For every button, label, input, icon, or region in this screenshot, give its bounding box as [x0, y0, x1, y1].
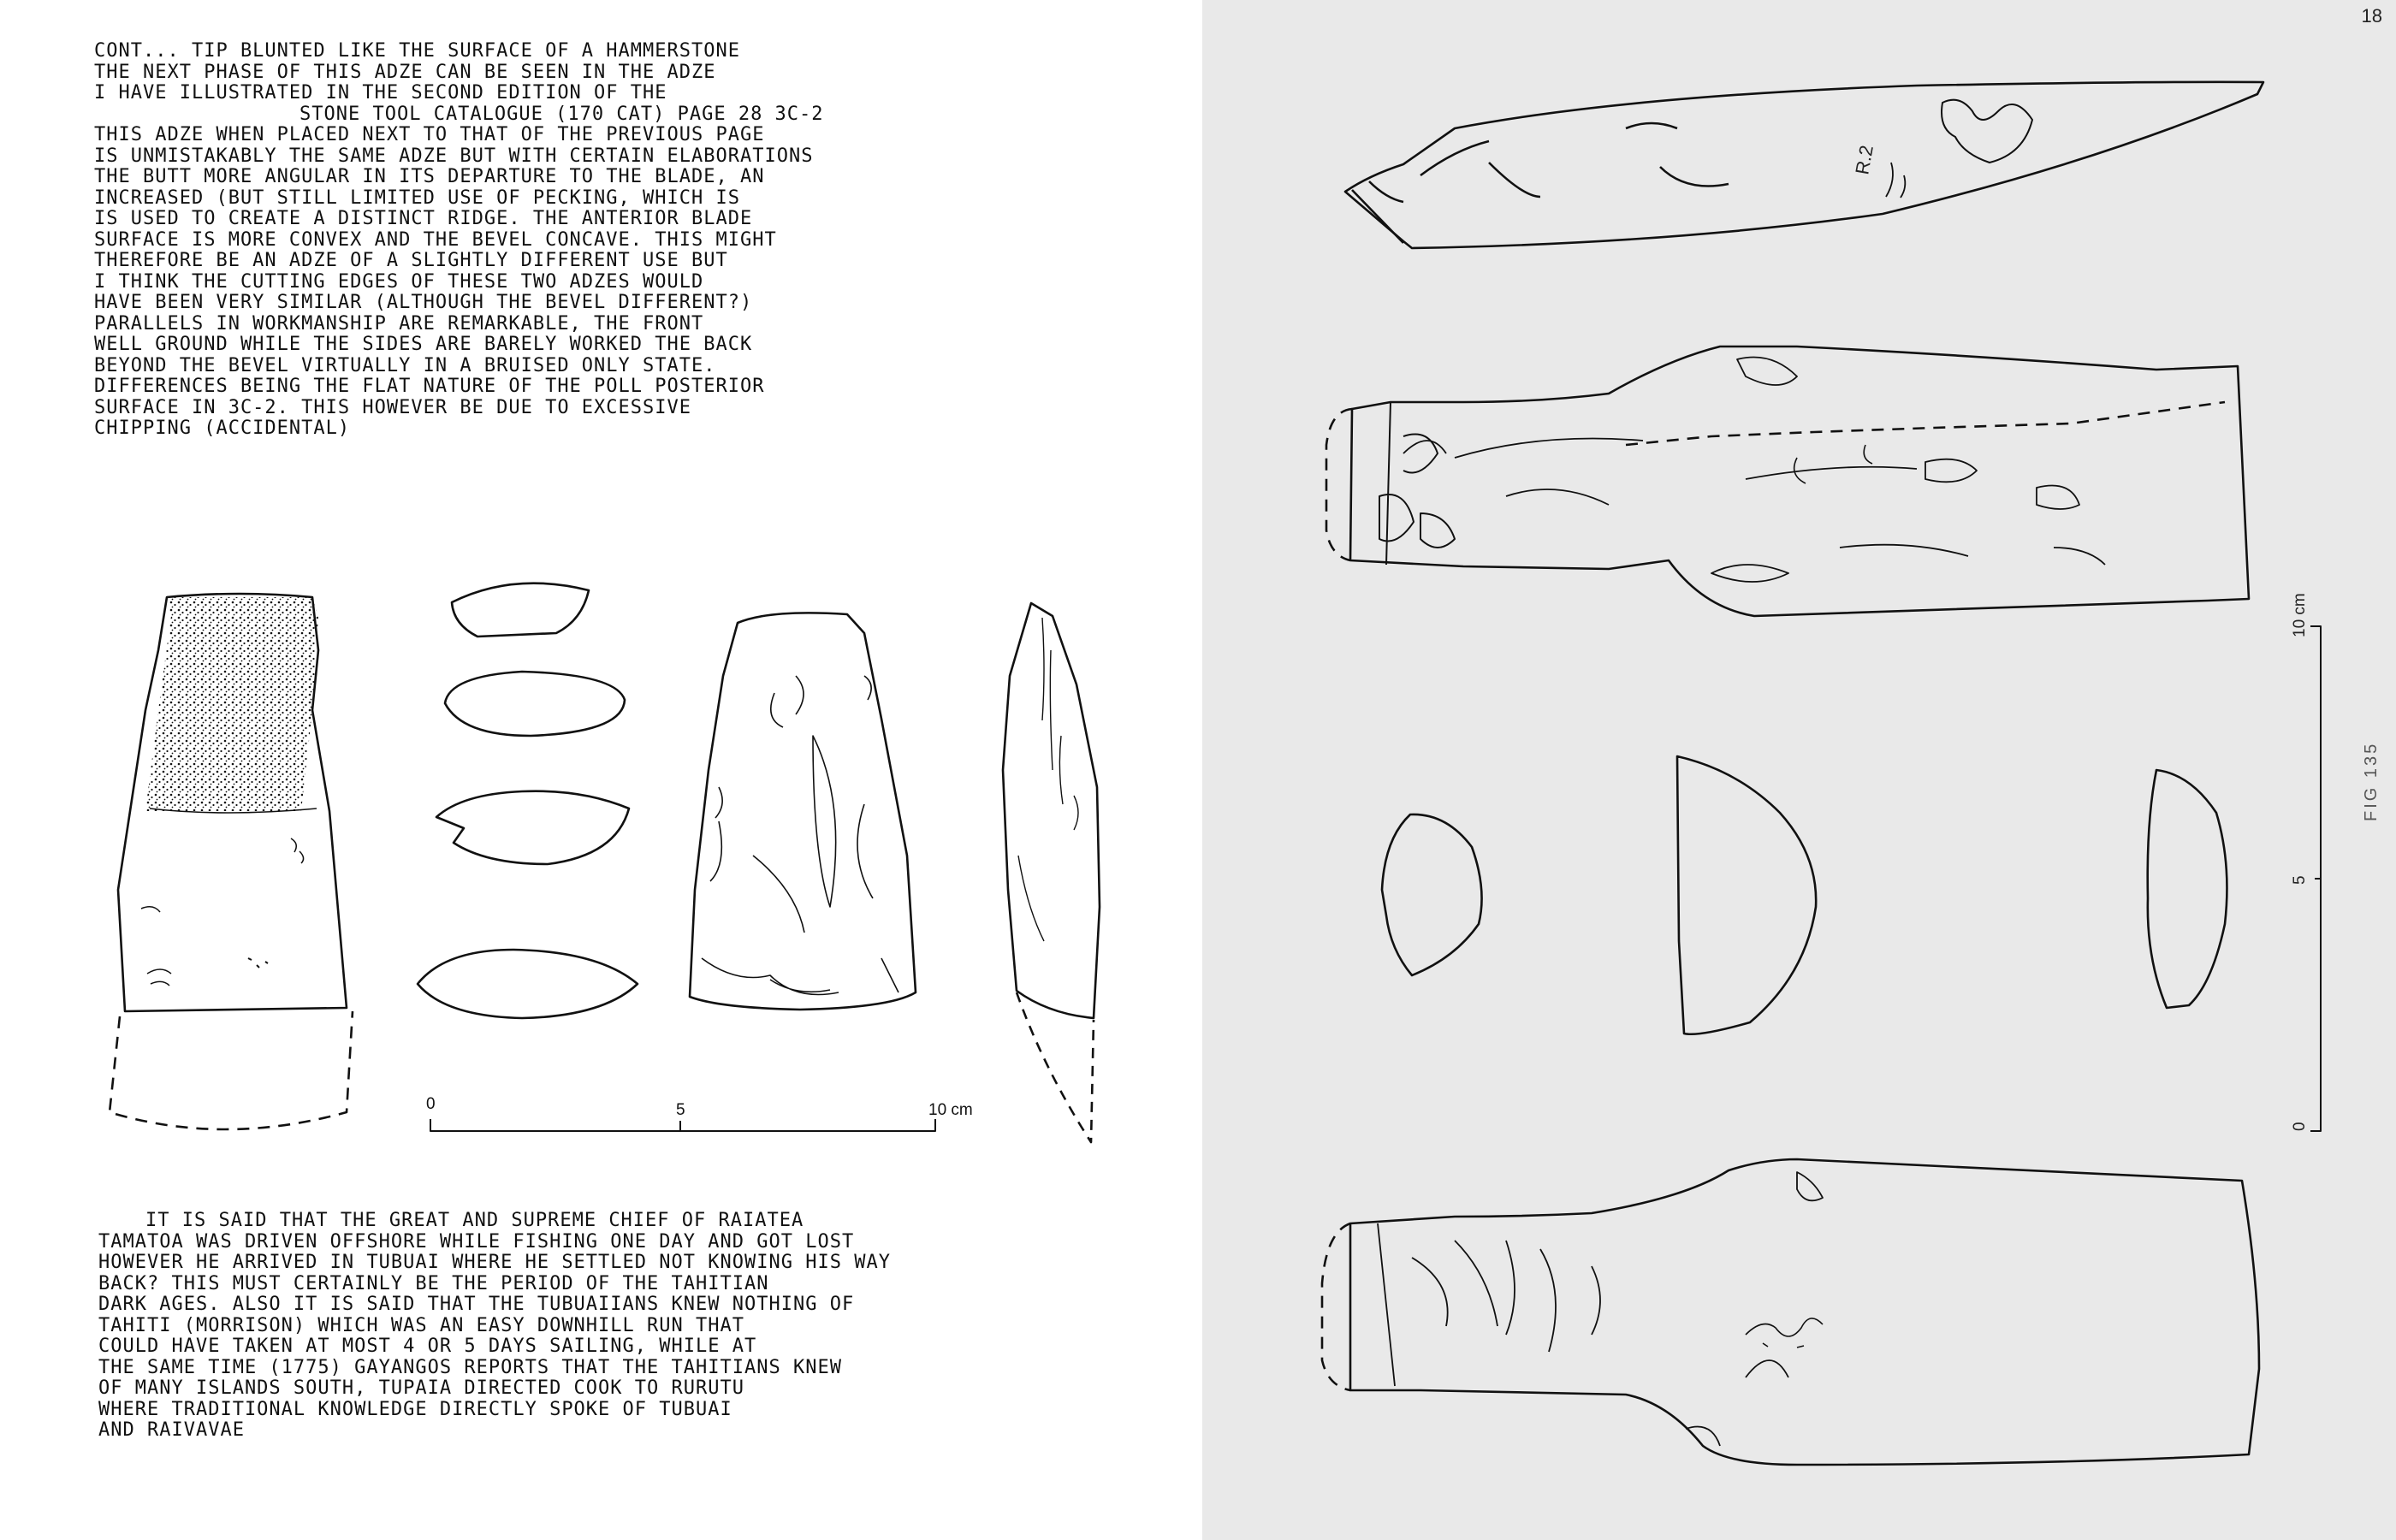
right-scale-tick-10: 10 cm [2291, 593, 2309, 637]
note-line: I HAVE ILLUSTRATED IN THE SECOND EDITION OF THE [94, 82, 667, 104]
note-line: THE NEXT PHASE OF THIS ADZE CAN BE SEEN IN THE ADZE [94, 61, 716, 83]
left-scale-tick-10: 10 cm [928, 1101, 973, 1119]
note-line: AND RAIVAVAE [98, 1419, 245, 1441]
note-line: IT IS SAID THAT THE GREAT AND SUPREME CHIEF OF RAIATEA [145, 1210, 804, 1231]
right-scale-tick-0: 0 [2291, 1122, 2309, 1131]
note-line: BACK? THIS MUST CERTAINLY BE THE PERIOD OF THE TAHITIAN [98, 1272, 769, 1294]
note-line: SURFACE IS MORE CONVEX AND THE BEVEL CONCAVE. THIS MIGHT [94, 228, 777, 251]
note-line: IS USED TO CREATE A DISTINCT RIDGE. THE ANTERIOR BLADE [94, 208, 753, 229]
adze-long-view-bottom [1322, 1159, 2259, 1465]
note-line: TAMATOA WAS DRIVEN OFFSHORE WHILE FISHING ONE DAY AND GOT LOST [98, 1230, 855, 1253]
note-line: HOWEVER HE ARRIVED IN TUBUAI WHERE HE SETTLED NOT KNOWING HIS WAY [98, 1252, 891, 1273]
note-line: THE BUTT MORE ANGULAR IN ITS DEPARTURE TO THE BLADE, AN [94, 166, 765, 187]
note-line: HAVE BEEN VERY SIMILAR (ALTHOUGH THE BEVEL DIFFERENT?) [94, 292, 753, 313]
note-line: BEYOND THE BEVEL VIRTUALLY IN A BRUISED ONLY STATE. [94, 354, 716, 376]
note-line: TAHITI (MORRISON) WHICH WAS AN EASY DOWNHILL RUN THAT [98, 1314, 744, 1336]
margin-mark: R.2 [1851, 143, 1877, 176]
right-adze-drawings [1202, 0, 2396, 1540]
note-line: STONE TOOL CATALOGUE (170 CAT) PAGE 28 3C-2 [300, 103, 824, 125]
note-line: OF MANY ISLANDS SOUTH, TUPAIA DIRECTED COOK TO RURUTU [98, 1377, 744, 1399]
left-scale-tick-5: 5 [676, 1101, 685, 1119]
adze-front-view [110, 594, 353, 1129]
bottom-handwritten-notes [98, 1211, 891, 1442]
left-scale-tick-0: 0 [426, 1095, 436, 1113]
note-line: THE SAME TIME (1775) GAYANGOS REPORTS THAT THE TAHITIANS KNEW [98, 1356, 842, 1378]
note-line: THIS ADZE WHEN PLACED NEXT TO THAT OF THE PREVIOUS PAGE [94, 124, 765, 145]
note-line: DARK AGES. ALSO IT IS SAID THAT THE TUBUAIIANS KNEW NOTHING OF [98, 1294, 855, 1315]
figure-label: FIG 135 [2362, 741, 2381, 821]
note-line: WELL GROUND WHILE THE SIDES ARE BARELY WORKED THE BACK [94, 334, 753, 355]
note-line: WHERE TRADITIONAL KNOWLEDGE DIRECTLY SPOKE OF TUBUAI [98, 1398, 732, 1420]
note-line: SURFACE IN 3C-2. THIS HOWEVER BE DUE TO EXCESSIVE [94, 396, 692, 418]
adze-flaked-view [690, 613, 916, 1010]
note-line: I THINK THE CUTTING EDGES OF THESE TWO ADZES WOULD [94, 270, 704, 293]
note-line: PARALLELS IN WORKMANSHIP ARE REMARKABLE, THE FRONT [94, 312, 704, 335]
note-line: IS UNMISTAKABLY THE SAME ADZE BUT WITH CERTAIN ELABORATIONS [94, 145, 814, 167]
adze-long-view-middle [1326, 346, 2249, 616]
adze-profile-view [1003, 603, 1100, 1142]
note-line: CONT... TIP BLUNTED LIKE THE SURFACE OF A HAMMERSTONE [94, 40, 740, 62]
right-scale-tick-5: 5 [2291, 875, 2309, 885]
note-line: CHIPPING (ACCIDENTAL) [94, 418, 351, 439]
note-line: INCREASED (BUT STILL LIMITED USE OF PECKING, WHICH IS [94, 187, 740, 209]
note-line: COULD HAVE TAKEN AT MOST 4 OR 5 DAYS SAILING, WHILE AT [98, 1336, 757, 1357]
adze-cross-sections [418, 583, 638, 1018]
right-drawing-page [1202, 0, 2396, 1540]
note-line: DIFFERENCES BEING THE FLAT NATURE OF THE POLL POSTERIOR [94, 376, 765, 397]
left-scale-bar [430, 1119, 935, 1131]
right-scale-bar [2310, 626, 2321, 1131]
page-number: 18 [2361, 5, 2382, 27]
note-line: THEREFORE BE AN ADZE OF A SLIGHTLY DIFFERENT USE BUT [94, 250, 728, 271]
right-cross-sections [1382, 756, 2227, 1034]
adze-side-view-top [1345, 82, 2263, 248]
